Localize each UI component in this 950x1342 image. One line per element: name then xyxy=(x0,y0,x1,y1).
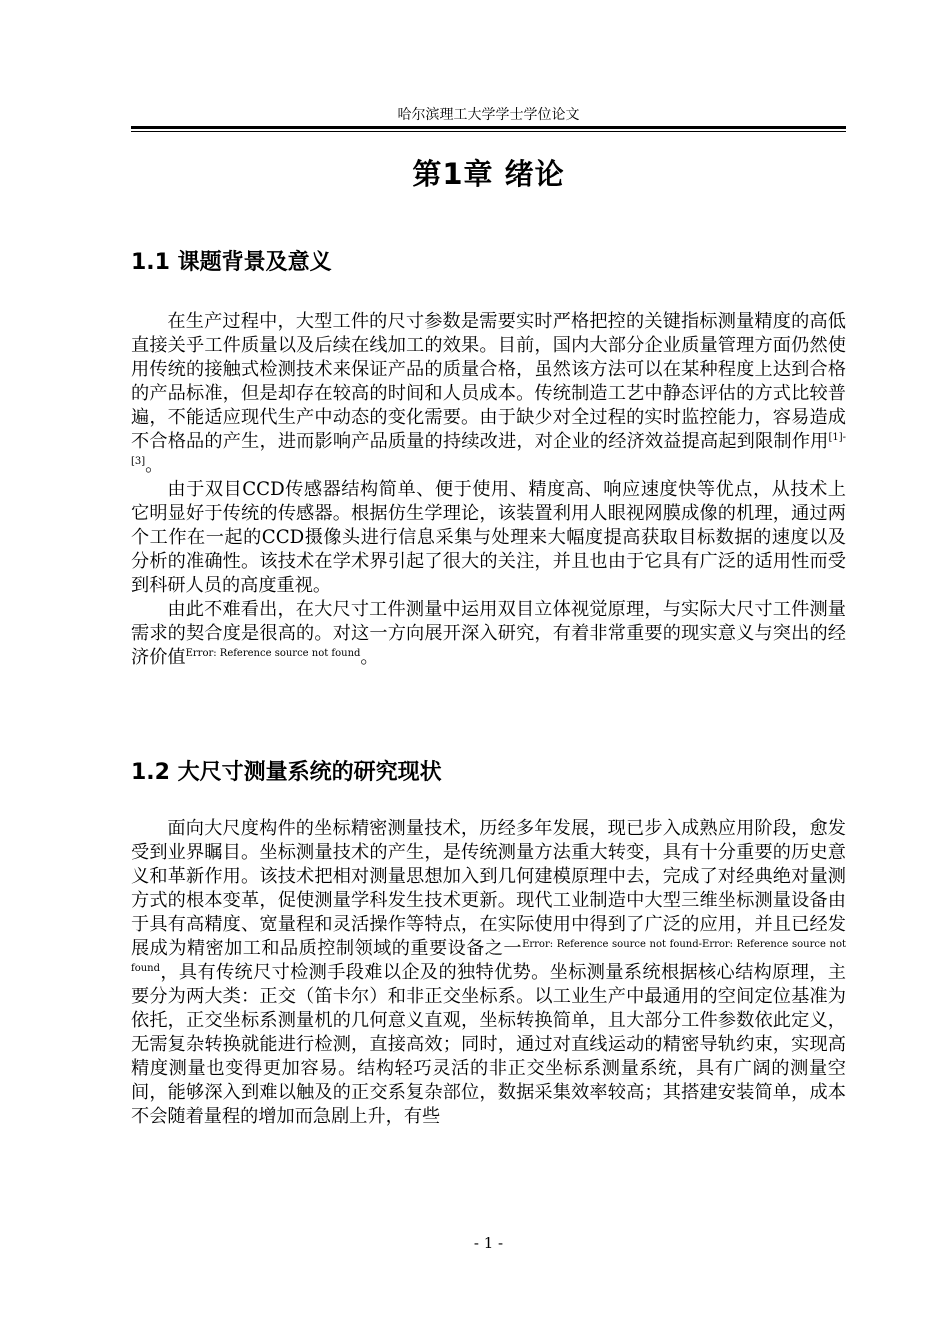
header-rule-thick xyxy=(131,126,846,129)
paragraph: 由于双目CCD传感器结构简单、便于使用、精度高、响应速度快等优点，从技术上它明显好于传统的传感器。根据仿生学理论，该装置利用人眼视网膜成像的机理，通过两个工作在一起的CCD摄像头进行信息采集与处理来大幅度提高获取目标数据的速度以及分析的准确性。该技术在学术界引起了很大的关注，并且也由于它具有广泛的适用性而受到科研人员的高度重视。 xyxy=(131,479,846,596)
section-heading-1-1: 1.1 课题背景及意义 xyxy=(131,250,332,275)
page-number: - 1 - xyxy=(473,1234,504,1252)
paragraph: 在生产过程中，大型工件的尺寸参数是需要实时严格把控的关键指标测量精度的高低直接关乎工件质量以及后续在线加工的效果。目前，国内大部分企业质量管理方面仍然使用传统的接触式检测技术来保证产品的质量合格，虽然该方法可以在某种程度上达到合格的产品标准，但是却存在较高的时间和人员成本。传统制造工艺中静态评估的方式比较普遍，不能适应现代生产中动态的变化需要。由于缺少对全过程的实时监控能力，容易造成不合格品的产生，进而影响产品质量的持续改进，对企业的经济效益提高起到限制作用[1]-[3]。 xyxy=(131,311,846,476)
running-header: 哈尔滨理工大学学士学位论文 xyxy=(397,107,580,123)
citation: Error: Reference source not found-Error: Reference source not found xyxy=(131,939,846,974)
section-heading-1-2: 1.2 大尺寸测量系统的研究现状 xyxy=(131,760,442,785)
citation: [1]-[3] xyxy=(131,432,846,467)
paragraph: 面向大尺度构件的坐标精密测量技术，历经多年发展，现已步入成熟应用阶段，愈发受到业界瞩目。坐标测量技术的产生，是传统测量方法重大转变，具有十分重要的历史意义和革新作用。该技术把相对测量思想加入到几何建模原理中去，完成了对经典绝对量测方式的根本变革，促使测量学科发生技术更新。现代工业制造中大型三维坐标测量设备由于具有高精度、宽量程和灵活操作等特点，在实际使用中得到了广泛的应用，并且已经发展成为精密加工和品质控制领域的重要设备之一$^{Error: Reference source not found-Error: Reference source not found}$，具有传统尺寸检测手段难以企及的独特优势。坐标测量系统根据核心结构原理，主要分为两大类：正交（笛卡尔）和非正交坐标系。以工业生产中最通用的空间定位基准为依托，正交坐标系测量机的几何意义直观，坐标转换简单，且大部分工件参数依此定义，无需复杂转换就能进行检测，直接高效；同时，通过对直线运动的精密导轨约束，实现高精度测量也变得更加容易。结构轻巧灵活的非正交坐标系测量系统，具有广阔的测量空间，能够深入到难以触及的正交系复杂部位，数据采集效率较高；其搭建安装简单，成本不会随着量程的增加而急剧上升，有些 xyxy=(131,818,846,1127)
section-1-1-body xyxy=(131,310,846,670)
chapter-title: 第1章 绪论 xyxy=(412,157,565,191)
citation: Error: Reference source not found xyxy=(185,648,361,659)
section-1-2-body xyxy=(131,817,846,1129)
paragraph: 由此不难看出，在大尺寸工件测量中运用双目立体视觉原理，与实际大尺寸工件测量需求的契合度是很高的。对这一方向展开深入研究，有着非常重要的现实意义与突出的经济价值$^{Error: Reference source not found}$。 xyxy=(131,599,846,668)
header-rule-thin xyxy=(131,131,846,132)
